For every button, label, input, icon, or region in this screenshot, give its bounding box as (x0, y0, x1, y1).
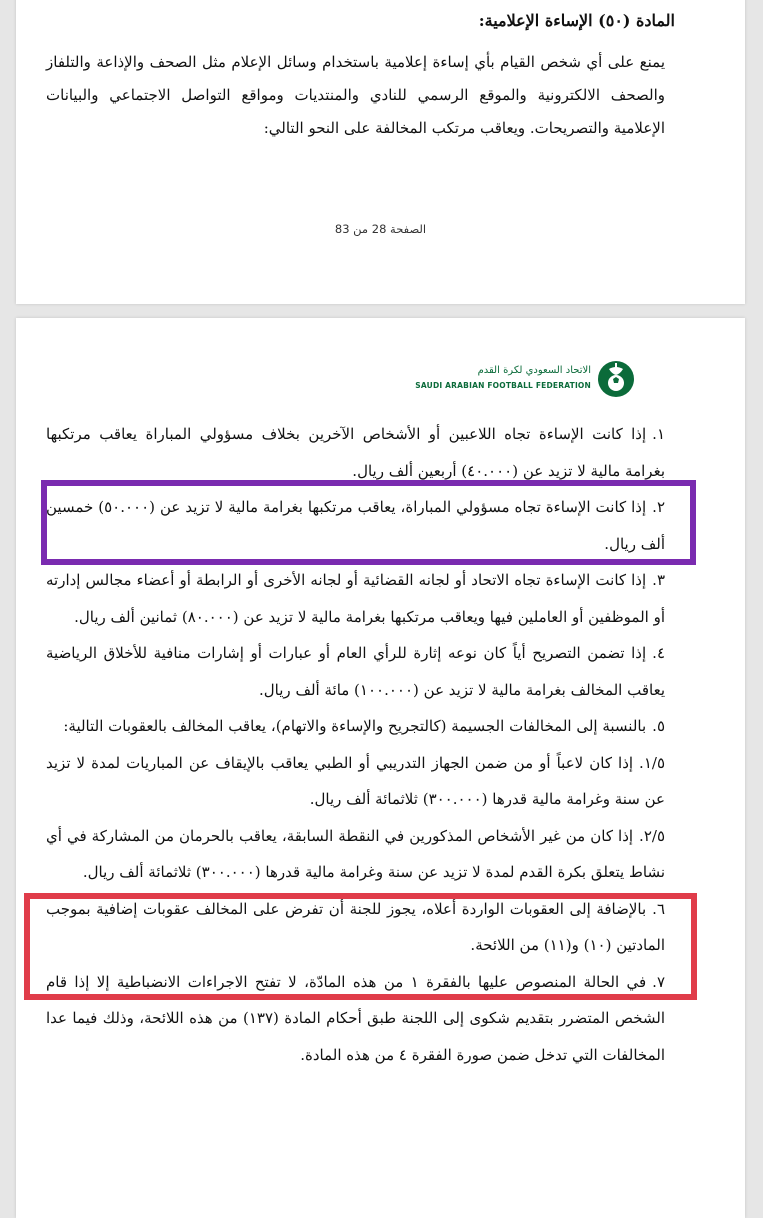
page-number: الصفحة 28 من 83 (334, 222, 427, 236)
document-page-previous (16, 0, 745, 304)
red-highlight-box (24, 893, 697, 1000)
list-item (46, 818, 665, 891)
list-item (46, 416, 665, 489)
item-text: بالنسبة إلى المخالفات الجسيمة (كالتجريح والإساءة والاتهام)، يعاقب المخالف بالعقوبات التالية: (63, 717, 647, 735)
document-page-current (16, 318, 745, 1218)
item-number: ٢. (652, 498, 665, 516)
item-text: إذا كان من غير الأشخاص المذكورين في النقطة السابقة، يعاقب بالحرمان من المشاركة في أي نشاط يتعلق بكرة القدم لمدة لا تزيد عن سنة وغرامة مالية قدرها (٣٠٠.٠٠٠) ثلاثمائة ألف ريال. (46, 826, 665, 881)
saff-emblem-icon (597, 360, 635, 398)
item-number: ٥. (652, 717, 665, 735)
item-text: في الحالة المنصوص عليها بالفقرة ١ من هذه المادّة، لا تفتح الاجراءات الانضباطية إلا إذا قام الشخص المتضرر بتقديم شكوى إلى اللجنة طبق أحكام المادة (١٣٧) من هذه اللائحة، وذلك فيما عدا المخالفات التي تدخل ضمن صورة الفقرة ٤ من هذه المادة. (46, 972, 665, 1064)
item-text: بالإضافة إلى العقوبات الواردة أعلاه، يجوز للجنة أن تفرض على المخالف عقوبات إضافية بموجب المادتين (١٠) و(١١) من اللائحة. (46, 899, 665, 954)
item-number: ١. (652, 425, 665, 443)
item-number: ١/٥. (639, 753, 665, 772)
list-item (46, 745, 665, 818)
item-text: إذا كان لاعباً أو من ضمن الجهاز التدريبي أو الطبي يعاقب بالإيقاف عن المباريات لمدة لا تزيد عن سنة وغرامة مالية قدرها (٣٠٠.٠٠٠) ثلاثمائة ألف ريال. (46, 753, 665, 808)
list-item (46, 635, 665, 708)
logo-arabic-name: الاتحاد السعودي لكرة القدم (477, 365, 591, 376)
list-item (46, 708, 665, 745)
list-item (46, 562, 665, 635)
logo-english-name: SAUDI ARABIAN FOOTBALL FEDERATION (415, 381, 591, 390)
item-number: ٧. (652, 972, 666, 991)
article-heading: المادة (٥٠) الإساءة الإعلامية: (478, 11, 675, 30)
item-number: ٢/٥. (639, 826, 665, 845)
article-paragraph: يمنع على أي شخص القيام بأي إساءة إعلامية باستخدام وسائل الإعلام مثل الصحف والإذاعة والتلفاز والصحف الالكترونية والموقع الرسمي للنادي والمنتديات ومواقع التواصل الاجتماعي والبيانات الإعلامية والتصريحات. ويعاقب مرتكب المخالفة على النحو التالي: (46, 53, 665, 137)
federation-logo (415, 360, 635, 400)
item-number: ٦. (652, 899, 665, 918)
purple-highlight-box (41, 480, 696, 565)
item-text: إذا تضمن التصريح أياً كان نوعه إثارة للرأي العام أو عبارات أو إشارات منافية للأخلاق الرياضية يعاقب المخالف بغرامة مالية لا تزيد عن (١٠٠.٠٠٠) مائة ألف ريال. (46, 644, 665, 699)
item-text: إذا كانت الإساءة تجاه الاتحاد أو لجانه القضائية أو لجانه الأخرى أو الرابطة أو أعضاء مجالس إدارته أو الموظفين أو العاملين فيها ويعاقب مرتكبها بغرامة مالية لا تزيد عن (٨٠.٠٠٠) ثمانين ألف ريال. (46, 571, 665, 626)
item-number: ٣. (652, 571, 665, 589)
item-text: إذا كانت الإساءة تجاه اللاعبين أو الأشخاص الآخرين بخلاف مسؤولي المباراة يعاقب مرتكبها بغرامة مالية لا تزيد عن (٤٠.٠٠٠) أربعين ألف ريال. (46, 425, 665, 480)
item-text: إذا كانت الإساءة تجاه مسؤولي المباراة، يعاقب مرتكبها بغرامة مالية لا تزيد عن (٥٠.٠٠٠) خمسين ألف ريال. (46, 498, 665, 553)
item-number: ٤. (652, 644, 665, 662)
